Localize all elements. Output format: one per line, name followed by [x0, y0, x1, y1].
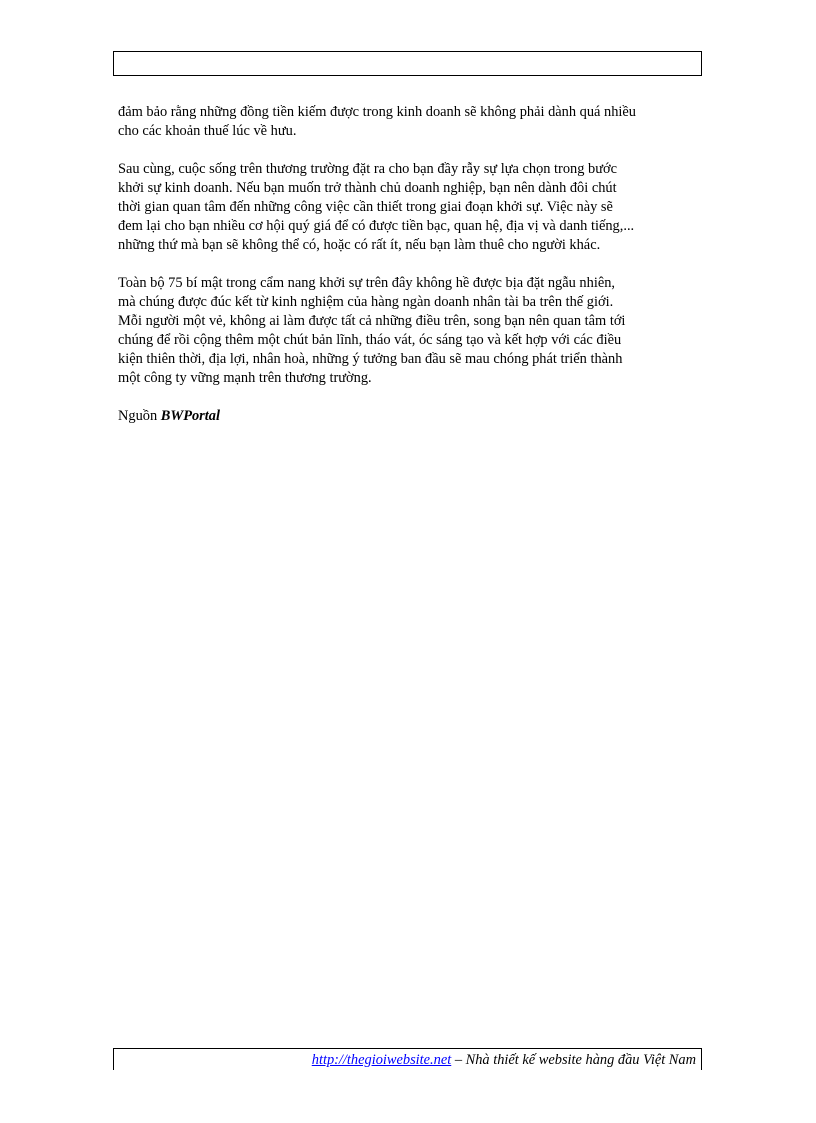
text-line: đem lại cho bạn nhiều cơ hội quý giá để có được tiền bạc, quan hệ, địa vị và danh tiếng,...: [118, 218, 635, 234]
text-line: kiện thiên thời, địa lợi, nhân hoà, những ý tưởng ban đầu sẽ mau chóng phát triển thành: [118, 351, 623, 367]
footer-tagline: – Nhà thiết kế website hàng đầu Việt Nam: [451, 1052, 696, 1068]
source-prefix: Nguồn: [118, 408, 158, 424]
footer: [312, 1052, 696, 1069]
text-line: Toàn bộ 75 bí mật trong cẩm nang khởi sự trên đây không hề được bịa đặt ngẫu nhiên,: [118, 275, 615, 291]
paragraph-2: [118, 160, 698, 255]
footer-right-border: [701, 1048, 702, 1070]
footer-website-link[interactable]: http://thegioiwebsite.net: [311, 1052, 452, 1068]
text-line: mà chúng được đúc kết từ kinh nghiệm của hàng ngàn doanh nhân tài ba trên thế giới.: [118, 294, 614, 310]
footer-left-border: [113, 1048, 114, 1070]
text-line: những thứ mà bạn sẽ không thể có, hoặc có rất ít, nếu bạn làm thuê cho người khác.: [118, 237, 601, 253]
source-name: BWPortal: [160, 408, 220, 424]
document-body: [118, 103, 698, 445]
text-line: cho các khoản thuế lúc về hưu.: [118, 123, 297, 139]
paragraph-3: [118, 274, 698, 388]
header-box: [113, 51, 702, 76]
text-line: Mỗi người một vẻ, không ai làm được tất cả những điều trên, song bạn nên quan tâm tới: [118, 313, 626, 329]
text-line: một công ty vững mạnh trên thương trường.: [118, 370, 372, 386]
text-line: Sau cùng, cuộc sống trên thương trường đặt ra cho bạn đầy rẫy sự lựa chọn trong bước: [118, 161, 618, 177]
footer-divider: [113, 1048, 702, 1049]
text-line: khởi sự kinh doanh. Nếu bạn muốn trở thành chủ doanh nghiệp, bạn nên dành đôi chút: [118, 180, 617, 196]
paragraph-1: [118, 103, 698, 141]
source-line: [118, 407, 698, 426]
text-line: thời gian quan tâm đến những công việc cần thiết trong giai đoạn khởi sự. Việc này sẽ: [118, 199, 613, 215]
text-line: đảm bảo rằng những đồng tiền kiếm được trong kinh doanh sẽ không phải dành quá nhiều: [118, 104, 636, 120]
text-line: chúng để rồi cộng thêm một chút bản lĩnh, tháo vát, óc sáng tạo và kết hợp với các điều: [118, 332, 622, 348]
